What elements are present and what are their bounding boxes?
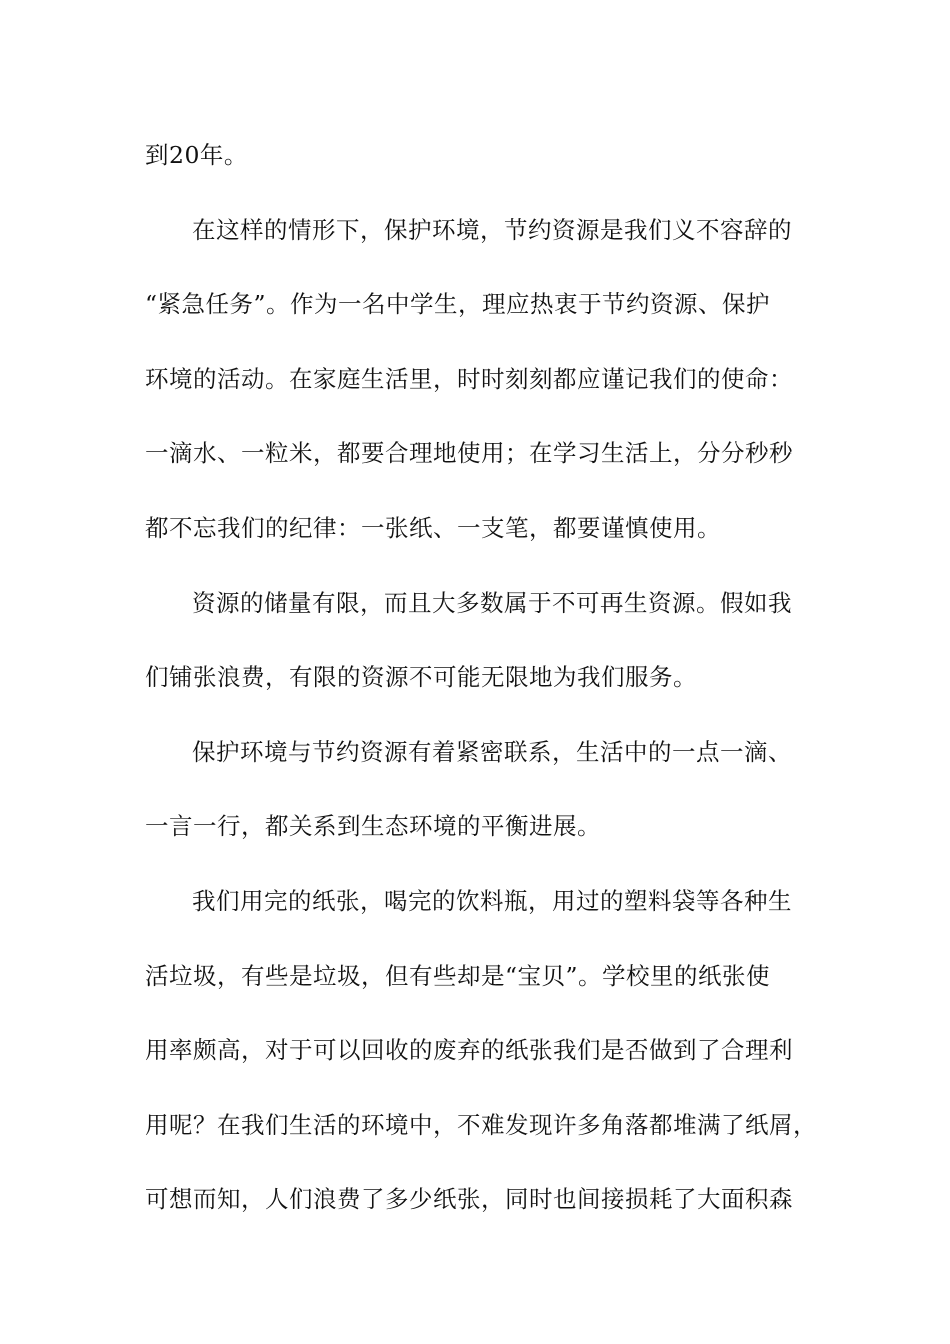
text-line: 们铺张浪费，有限的资源不可能无限地为我们服务。 <box>145 663 697 692</box>
text-line: 资源的储量有限，而且大多数属于不可再生资源。假如我 <box>192 588 792 617</box>
document-body <box>145 132 835 1251</box>
text-line: 用呢？在我们生活的环境中，不难发现许多角落都堆满了纸屑， <box>145 1110 817 1139</box>
text-line: 环境的活动。在家庭生活里，时时刻刻都应谨记我们的使命： <box>145 364 793 393</box>
text-line: 我们用完的纸张，喝完的饮料瓶，用过的塑料袋等各种生 <box>192 886 792 915</box>
text-line: 保护环境与节约资源有着紧密联系，生活中的一点一滴、 <box>192 737 792 766</box>
text-line: 用率颇高，对于可以回收的废弃的纸张我们是否做到了合理利 <box>145 1036 793 1065</box>
text-line: 可想而知，人们浪费了多少纸张，同时也间接损耗了大面积森 <box>145 1185 793 1214</box>
text-line: 活垃圾，有些是垃圾，但有些却是“宝贝”。学校里的纸张使 <box>145 961 771 990</box>
text-line: 都不忘我们的纪律：一张纸、一支笔，都要谨慎使用。 <box>145 513 721 542</box>
text-line: 在这样的情形下，保护环境，节约资源是我们义不容辞的 <box>192 215 792 244</box>
text-line: “紧急任务”。作为一名中学生，理应热衷于节约资源、保护 <box>145 290 771 319</box>
text-line: 到20年。 <box>145 141 248 169</box>
text-line: 一滴水、一粒米，都要合理地使用；在学习生活上，分分秒秒 <box>145 439 793 468</box>
text-line: 一言一行，都关系到生态环境的平衡进展。 <box>145 812 601 841</box>
